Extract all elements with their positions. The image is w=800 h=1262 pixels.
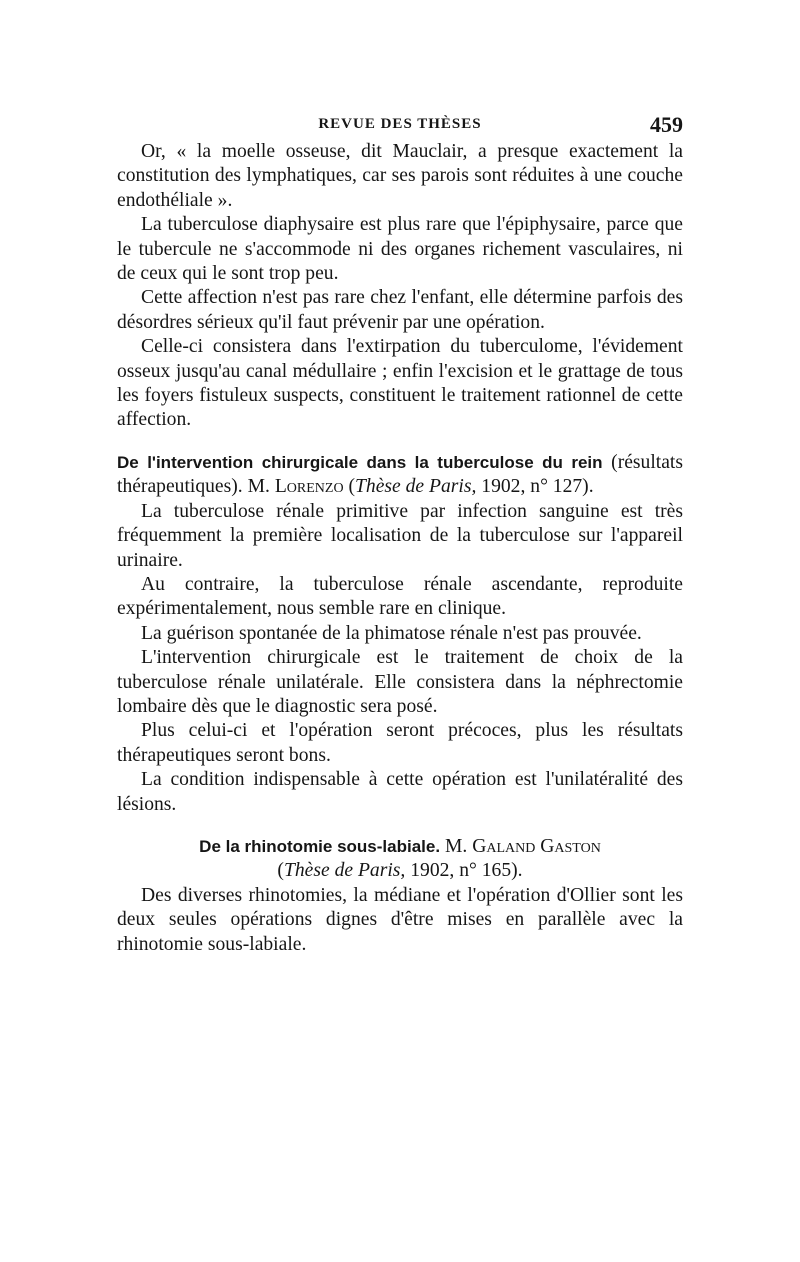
page-number: 459 (650, 112, 683, 137)
source-open: ( (277, 860, 284, 882)
paragraph: Des diverses rhinotomies, la médiane et l'opération d'Ollier sont les deux seules opérations dignes d'être mises en parallèle avec la rhinotomie sous-labiale. (117, 884, 683, 955)
paragraph: Plus celui-ci et l'opération seront précoces, plus les résultats thérapeutiques seront bons. (117, 720, 683, 766)
author-name: Galand Gaston (472, 835, 601, 857)
paragraph: Au contraire, la tuberculose rénale ascendante, reproduite expérimentalement, nous semble rare en clinique. (117, 573, 683, 620)
section-bone-tuberculosis (117, 140, 683, 433)
page-header (117, 112, 683, 140)
paragraph: La condition indispensable à cette opération est l'unilatéralité des lésions. (117, 769, 683, 815)
page (117, 112, 683, 957)
section-heading (117, 835, 683, 884)
source-title: Thèse de Paris, (355, 476, 477, 498)
paragraph: Celle-ci consistera dans l'extirpation du tuberculome, l'évidement osseux jusqu'au canal médullaire ; enfin l'excision et le grattage de tous les foyers fistuleux suspects, constituent le traitement rationnel de cette affection. (117, 336, 683, 431)
source-details: 1902, n° 127). (481, 476, 594, 498)
paragraph: La tuberculose diaphysaire est plus rare que l'épiphysaire, parce que le tubercule ne s'accommode ni des organes richement vasculaires, ni de ceux qui le sont trop peu. (117, 214, 683, 285)
author-prefix: M. (444, 835, 468, 857)
section-rhinotomy (117, 835, 683, 957)
section-heading (117, 451, 683, 500)
paragraph: La guérison spontanée de la phimatose rénale n'est pas prouvée. (141, 622, 642, 644)
paragraph: Cette affection n'est pas rare chez l'enfant, elle détermine parfois des désordres sérieux qu'il faut prévenir par une opération. (117, 287, 683, 333)
source-details: 1902, n° 165). (410, 860, 523, 882)
author-name: Lorenzo (274, 476, 344, 498)
source-title: Thèse de Paris, (283, 860, 406, 882)
paragraph: L'intervention chirurgicale est le traitement de choix de la tuberculose rénale unilatérale. Elle consistera dans la néphrectomie lombaire dès que le diagnostic sera posé. (117, 647, 683, 717)
source-open: ( (348, 476, 355, 498)
running-head: REVUE DES THÈSES (318, 116, 482, 132)
section-title: De l'intervention chirurgicale dans la tuberculose du rein (117, 452, 603, 472)
paragraph: La tuberculose rénale primitive par infection sanguine est très fréquemment la première localisation de la tuberculose sur l'appareil urinaire. (117, 500, 683, 571)
paragraph: Or, « la moelle osseuse, dit Mauclair, a presque exactement la constitution des lymphatiques, car ses parois sont réduites à une couche endothéliale ». (117, 141, 683, 211)
section-title: De la rhinotomie sous-labiale. (199, 836, 441, 856)
section-kidney-tuberculosis (117, 451, 683, 817)
section-subtitle: (résultats thérapeutiques). M. (117, 451, 683, 498)
